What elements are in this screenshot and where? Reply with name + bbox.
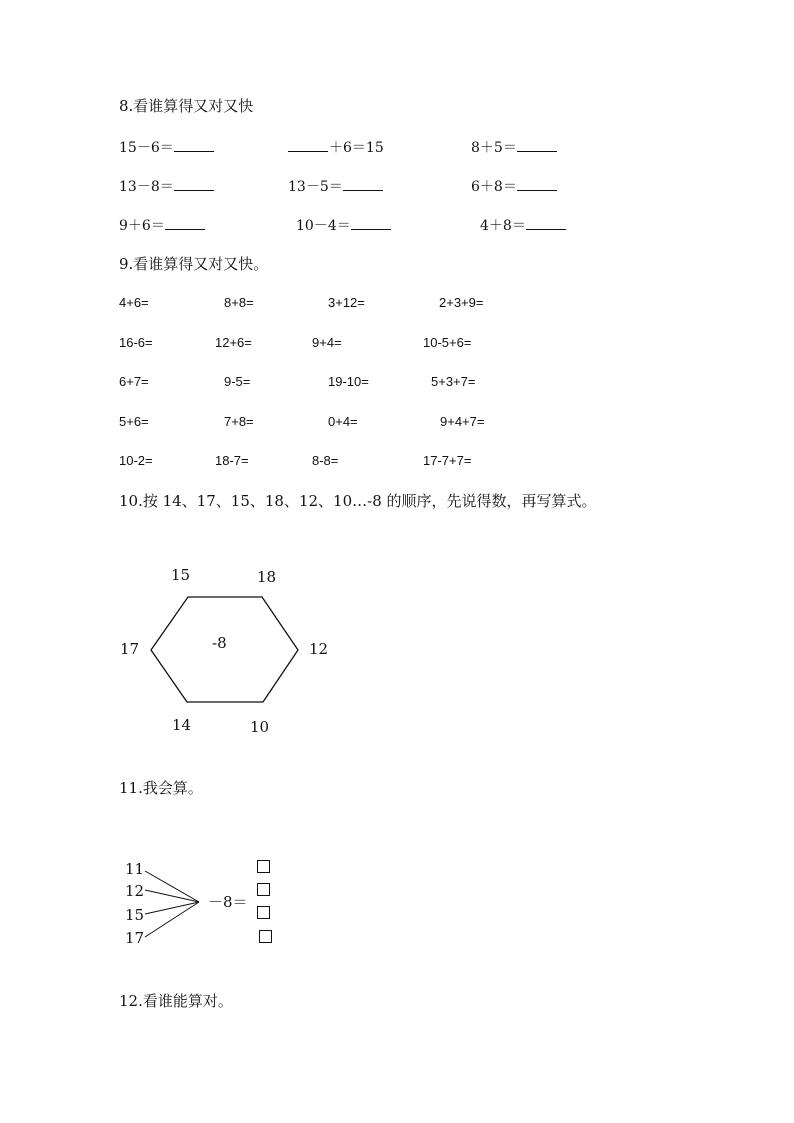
q9-item: 18-7= xyxy=(215,453,249,468)
q10-title: 10.按 14、17、15、18、12、10…-8 的顺序，先说得数，再写算式。 xyxy=(119,492,597,510)
answer-box[interactable] xyxy=(259,930,272,943)
q9-item: 8-8= xyxy=(312,453,339,468)
q8-item: 8＋5＝ xyxy=(471,139,557,155)
q9-item: 0+4= xyxy=(328,414,358,429)
hex-number-left: 17 xyxy=(120,640,140,658)
q9-item: 2+3+9= xyxy=(439,295,484,310)
answer-box[interactable] xyxy=(257,906,270,919)
q9-item: 10-2= xyxy=(119,453,153,468)
q8-item: 13－5＝ xyxy=(288,178,383,194)
q9-item: 17-7+7= xyxy=(423,453,472,468)
q9-item: 6+7= xyxy=(119,374,149,389)
hex-number-top-right: 18 xyxy=(257,568,277,586)
fan-number: 11 xyxy=(125,860,145,878)
q9-item: 7+8= xyxy=(224,414,254,429)
q9-title: 9.看谁算得又对又快。 xyxy=(119,255,269,273)
q9-item: 4+6= xyxy=(119,295,149,310)
q8-item: 13－8＝ xyxy=(119,178,214,194)
q9-item: 5+3+7= xyxy=(431,374,476,389)
hex-number-top-left: 15 xyxy=(171,566,191,584)
hex-number-bottom-right: 10 xyxy=(250,718,270,736)
q9-item: 8+8= xyxy=(224,295,254,310)
q9-item: 5+6= xyxy=(119,414,149,429)
q9-item: 10-5+6= xyxy=(423,335,472,350)
hex-center-operation: -8 xyxy=(212,634,227,652)
fan-operator: －8＝ xyxy=(208,893,248,911)
q9-item: 9+4= xyxy=(312,335,342,350)
q9-item: 3+12= xyxy=(328,295,365,310)
q8-item: ＋6＝15 xyxy=(288,139,384,155)
q9-item: 9+4+7= xyxy=(440,414,485,429)
q9-item: 19-10= xyxy=(328,374,369,389)
answer-box[interactable] xyxy=(257,860,270,873)
fan-number: 12 xyxy=(125,882,145,900)
q12-title: 12.看谁能算对。 xyxy=(119,992,233,1010)
hex-number-bottom-left: 14 xyxy=(172,716,192,734)
fan-number: 15 xyxy=(125,906,145,924)
hex-number-right: 12 xyxy=(309,640,329,658)
q9-item: 12+6= xyxy=(215,335,252,350)
q8-item: 15－6＝ xyxy=(119,139,214,155)
q11-title: 11.我会算。 xyxy=(119,779,203,797)
fan-number: 17 xyxy=(125,929,145,947)
q9-item: 9-5= xyxy=(224,374,251,389)
q8-item: 4＋8＝ xyxy=(480,217,566,233)
q8-item: 6＋8＝ xyxy=(471,178,557,194)
q8-item: 10－4＝ xyxy=(296,217,391,233)
q8-item: 9＋6＝ xyxy=(119,217,205,233)
q9-item: 16-6= xyxy=(119,335,153,350)
q8-title: 8.看谁算得又对又快 xyxy=(119,97,254,115)
fan-lines xyxy=(145,871,199,937)
answer-box[interactable] xyxy=(257,883,270,896)
